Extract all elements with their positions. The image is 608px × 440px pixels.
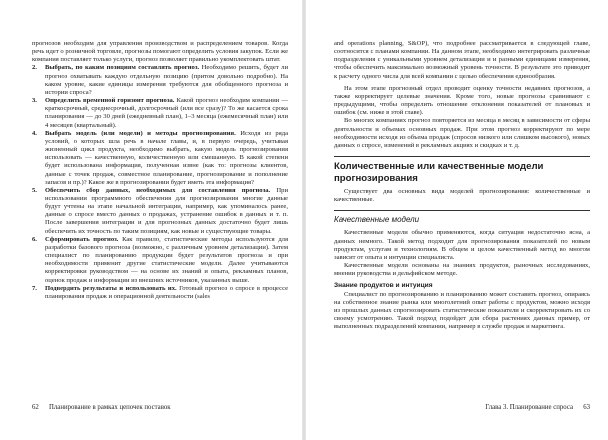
list-item-text: Как правило, статистические методы используются для разработки базового прогноза (возможно, с различным уровнем детализации). Затем специалист по планированию продукции будет результатов прогноза и при необходимости применит другие статистические модели. Далее учитываются корректировки руководством — на основе их знаний и опыта, рекламных планов, оценок продаж и информации из внешних источников, указанных выше. xyxy=(45,235,288,284)
list-item-text: Какой прогноз необходим компании — краткосрочный, среднесрочный, долгосрочный (или все сразу)? То же касается срока планирования — до 30 дней (ежедневный план), 1–3 месяца (ежемесячный план) или 4 месяцев (квартальный). xyxy=(45,97,288,129)
knowledge-paragraph: Специалист по прогнозированию и планированию может составить прогноз, опираясь на собственное знание рынка или многолетний опыт работы с продуктом, можно исходя из прошлых данных спрогнозировать статистические показатели и скорректировать их со своему усмотрению. Такой подход подойдет для сбора растениях данных пример, от выполненных подразделений компании, например в службе продаж и маркетинга. xyxy=(334,290,590,331)
left-running-title: Планирование в рамках цепочек поставок xyxy=(49,404,171,411)
list-item xyxy=(32,187,288,236)
subsection-divider xyxy=(334,210,590,211)
list-item-number: 5. xyxy=(32,186,37,194)
list-item-lead: Выбрать модель (или модели) и методы прогнозирования. xyxy=(45,129,236,137)
section-intro: Существует два основных вида моделей прогнозирования: количественные и качественные. xyxy=(334,188,590,204)
qualitative-paragraph-1: Качественные модели обычно применяются, когда ситуация недостаточно ясна, а данных немного. Такой метод подходит для прогнозирования показателей по новым продуктам, услугам и технологиям. В общем и целом качественный метод во многом зависит от опыта и интуиции специалиста. xyxy=(334,229,590,261)
right-running-title: Глава 3. Планирование спроса xyxy=(485,404,573,411)
list-item-number: 2. xyxy=(32,64,37,72)
subsection-heading: Качественные модели xyxy=(334,215,420,225)
list-item-number: 7. xyxy=(32,284,37,292)
list-item xyxy=(32,97,288,130)
section-heading: Количественные или качественные модели прогнозирования xyxy=(334,161,544,184)
list-item-lead: Выбрать, по каким позициям составлять прогноз. xyxy=(45,64,200,72)
list-item-lead: Сформировать прогноз. xyxy=(45,235,119,243)
qualitative-paragraph-2: Качественные модели основаны на знаниях продуктов, рыночных исследованиях, мнении руководства и дельфийском методе. xyxy=(334,261,590,278)
book-gutter xyxy=(302,0,306,440)
list-item-number: 3. xyxy=(32,97,37,105)
list-item-text: При использовании программного обеспечения для прогнозирования многие данные будут учтены на этапе начальной интеграции, например, как упоминалось ранее, данные о спросе вместо данных о продажах, устранение ошибок в данных и т. п. После завершения интеграции и для прогнозных данных достаточно будет лишь обеспечить их точность по таким позициям, как новые и существующие товары. xyxy=(45,186,288,235)
list-item-lead: Определить временной горизонт прогноза. xyxy=(45,97,175,105)
section-divider xyxy=(334,156,590,157)
list-item xyxy=(32,64,288,97)
list-item-lead: Подвердить результаты и использовать их. xyxy=(45,284,177,292)
accuracy-paragraph: На этом этапе прогнозный отдел проводит оценку точности недавних прогнозов, а также корректирует целевые значения. Кроме того, новые прогнозы сравнивают с предыдущими, чтобы определить отношение отклонения показателей от плановых и ошибок (см. ниже в этой главе). xyxy=(334,84,590,117)
list-item-text: Исходя из ряда условий, о которых шла речь в начале главы, и, в первую очередь, учитывая жизненный цикл продукта, необходимо выбрать, какую модель прогнозирования использовать — качественную, количественную или смешанную. В какой степени будет использована информация, полученная извне (как то: прогнозы клиентов, данные с точек продаж, совместное планирование, прогнозирование и пополнение запасов и пр.)? Какое же в прогнозировании будет иметь эта информация? xyxy=(45,129,288,186)
list-item-number: 4. xyxy=(32,129,37,137)
list-item-lead: Обеспечить сбор данных, необходимых для составления прогноза. xyxy=(45,186,271,194)
left-page xyxy=(32,40,288,388)
list-item-text: Необходимо решить, будет ли прогноз охватывать каждую отдельную позицию (притом довольно подробно). На каком уровне, какие единицы измерения требуются для обобщенного прогноза и истории спроса? xyxy=(45,64,288,96)
monthly-paragraph: Во многих компаниях прогноз повторяется из месяца в месяц в зависимости от сферы деятельности и объемах основных продаж. При этом прогноз корректируют по мере необходимости исходя из объема продаж (спросов низкого или слишком высокого), новых данных о спросе, изменений в рекламных акциях и скидках и т. д. xyxy=(334,117,590,149)
left-page-number: 62 xyxy=(32,404,39,411)
knowledge-heading: Знание продуктов и интуиция xyxy=(334,282,433,290)
left-page-intro: прогнозов необходим для управления производством и распределением товаров. Когда речь идет о розничной торговле, прогнозы помогают определить условия закупок. Если же компания поставляет только услуги, прогноз позволяет правильно укомплектовать штат. xyxy=(32,40,288,64)
list-item xyxy=(32,236,288,285)
right-page-continuation: and operations planning, S&OP), что подробнее рассматривается в следующей главе, соотносится с планами компании. На данном этапе, необходимо интегрировать различные подразделения с уникальными уровнем детализации и и разными единицами измерения, чтобы обеспечить максимально возможный уровень точности. В результате это приводит к расчету одного числа для всей компании с целью обеспечения единообразия. xyxy=(334,40,590,80)
steps-list xyxy=(32,64,288,301)
right-page xyxy=(334,40,590,388)
right-footer xyxy=(334,404,590,412)
right-page-number: 63 xyxy=(583,404,590,411)
list-item-text: Готовый прогноз о спросе в процессе планирования продаж и операционной деятельности (sales xyxy=(45,284,288,300)
list-item xyxy=(32,285,288,301)
list-item xyxy=(32,130,288,187)
list-item-number: 6. xyxy=(32,235,37,243)
left-footer xyxy=(32,404,288,412)
